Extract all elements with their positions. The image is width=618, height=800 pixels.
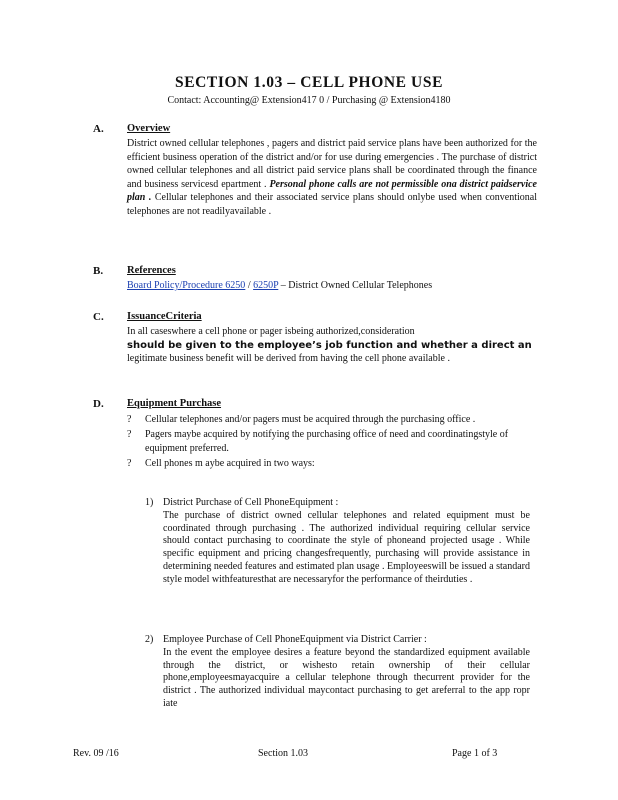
option-number: 2) bbox=[145, 634, 154, 645]
criteria-text-2: legitimate business benefit will be derived from having the cell phone available . bbox=[127, 353, 450, 365]
overview-italic-text: Personal phone calls are not permissible ona district paidservice plan . bbox=[127, 178, 537, 204]
section-a-body bbox=[127, 137, 537, 219]
footer-page-number: Page 1 of 3 bbox=[452, 748, 498, 759]
section-c-letter: C. bbox=[93, 311, 104, 323]
section-d-letter: D. bbox=[93, 398, 104, 410]
section-c-body bbox=[127, 325, 537, 366]
procedure-6250p-link[interactable]: 6250P bbox=[253, 280, 279, 291]
criteria-bold-text: should be given to the employee’s job function and whether a direct an bbox=[127, 339, 532, 351]
bullet-text: Pagers maybe acquired by notifying the purchasing office of need and coordinatingstyle of equipment preferred. bbox=[145, 429, 509, 454]
bullet-text: Cell phones m aybe acquired in two ways: bbox=[145, 458, 315, 470]
footer-section: Section 1.03 bbox=[258, 748, 308, 759]
list-item bbox=[127, 428, 527, 455]
bullet-mark: ? bbox=[127, 458, 132, 470]
purchase-option-2 bbox=[145, 634, 530, 711]
bullet-mark: ? bbox=[127, 414, 132, 425]
option-text: The purchase of district owned cellular telephones and related equipment must be coordinated through purchasing . The authorized individual requiring cellular service should contact purchasing to coordinate the style of phoneand projected usage . While specific equipment and pricing changesfrequently, purchasing will provide assistance in determining needed features and estimated plan usage . Employeeswill be issued a standard style model withfeaturesthat are necessaryfor the performance of theirduties . bbox=[163, 509, 530, 585]
references-separator: / bbox=[247, 280, 251, 291]
purchase-bullet-list bbox=[127, 413, 527, 471]
section-a-letter: A. bbox=[93, 123, 104, 135]
list-item bbox=[127, 413, 527, 426]
overview-text-1: District owned cellular telephones , pagers and district paid service plans have been authorized for the efficient business operation of the district and/or for use during emergencies . The purchase of district owned cellular telephones and all district paid service plans shall be coordinated through the finance and business servicesd epartment . bbox=[127, 138, 537, 190]
section-d-heading: Equipment Purchase bbox=[127, 398, 222, 409]
bullet-text: Cellular telephones and/or pagers must be acquired through the purchasing office . bbox=[145, 414, 476, 425]
option-heading: District Purchase of Cell PhoneEquipment : bbox=[163, 497, 339, 508]
section-c-heading: IssuanceCriteria bbox=[127, 311, 202, 322]
bullet-mark: ? bbox=[127, 429, 132, 441]
criteria-text-1: In all caseswhere a cell phone or pager isbeing authorized,consideration bbox=[127, 326, 415, 337]
board-policy-link[interactable]: Board Policy/Procedure 6250 bbox=[127, 280, 246, 291]
section-b-letter: B. bbox=[93, 265, 104, 277]
section-b-body bbox=[127, 279, 537, 293]
references-text: – District Owned Cellular Telephones bbox=[280, 280, 433, 291]
option-heading: Employee Purchase of Cell PhoneEquipment via District Carrier : bbox=[163, 634, 427, 645]
section-a-heading: Overview bbox=[127, 123, 171, 134]
option-number: 1) bbox=[145, 497, 154, 508]
option-text: In the event the employee desires a feature beyond the standardized equipment available through the district, or wishesto retain ownership of their cellular phone,employeesmayacquire a cellular telephone through thecurrent provider for the district . The authorized individual maycontact purchasing to get areferral to the app ropr iate bbox=[163, 646, 530, 709]
contact-line: Contact: Accounting@ Extension417 0 / Purchasing @ Extension4180 bbox=[167, 95, 451, 106]
list-item bbox=[127, 457, 527, 470]
footer-revision: Rev. 09 /16 bbox=[73, 748, 119, 759]
purchase-option-1 bbox=[145, 497, 530, 587]
overview-text-2: Cellular telephones and their associated service plans should onlybe used when conventional telephones are not readilyavailable . bbox=[127, 192, 538, 217]
page-title: SECTION 1.03 – CELL PHONE USE bbox=[174, 74, 444, 91]
section-b-heading: References bbox=[127, 265, 176, 276]
